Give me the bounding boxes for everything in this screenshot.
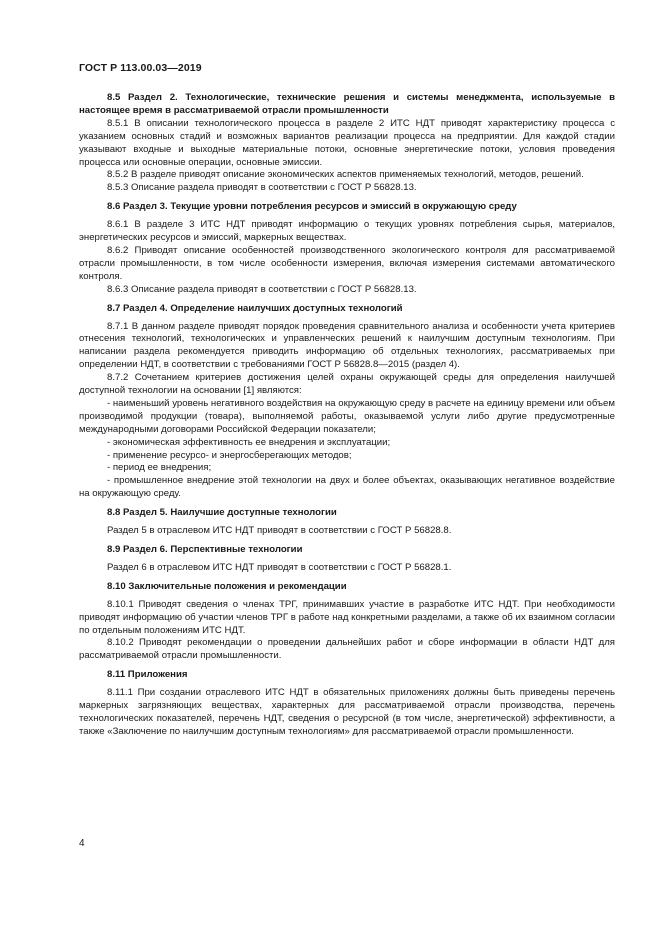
list-item: - наименьший уровень негативного воздействия на окружающую среду в расчете на единицу времени или объем производимой продукции (товара), выполняемой работы, оказываемой услуги либо другие предусмотренные международными договорами Российской Федерации показатели; [79, 397, 615, 435]
paragraph: 8.10.1 Приводят сведения о членах ТРГ, принимавших участие в разработке ИТС НДТ. При необходимости приводят информацию об участии членов ТРГ в работе над конкретными разделами, а также об их взаимном согласии по отдельным положениям ИТС НДТ. [79, 598, 615, 636]
section-heading: 8.6 Раздел 3. Текущие уровни потребления ресурсов и эмиссий в окружающую среду [107, 201, 517, 213]
section-heading: 8.5 Раздел 2. Технологические, технические решения и системы менеджмента, используемые в настоящее время в рассматриваемой отрасли промышленности [79, 92, 615, 116]
page-number: 4 [79, 838, 85, 849]
list-item: - промышленное внедрение этой технологии на двух и более объектах, оказывающих негативное воздействие на окружающую среду. [79, 475, 615, 500]
paragraph: 8.5.1 В описании технологического процесса в разделе 2 ИТС НДТ приводят характеристику процесса с указанием основных стадий и возможных вариантов реализации процесса на предприятии. Для каждой стадии указывают входные и выходные материальные потоки, основные энергетические потоки, условия проведения процесса или основные операции, основные эмиссии. [79, 117, 615, 168]
paragraph: 8.7.1 В данном разделе приводят порядок проведения сравнительного анализа и особенности учета критериев отнесения технологий, технологических и управленческих решений к наилучшим доступным технологиям. При написании раздела рекомендуется приводить информацию об отдельных технологиях, рассматриваемых при определении НДТ, в соответствии с требованиями ГОСТ Р 56828.8—2015 (раздел 4). [79, 320, 615, 371]
list-item: - применение ресурсо- и энергосберегающих методов; [107, 449, 352, 461]
section-heading: 8.9 Раздел 6. Перспективные технологии [107, 544, 303, 555]
list-item: - период ее внедрения; [107, 462, 212, 474]
paragraph: Раздел 6 в отраслевом ИТС НДТ приводят в соответствии с ГОСТ Р 56828.1. [107, 561, 452, 573]
paragraph: 8.6.3 Описание раздела приводят в соответствии с ГОСТ Р 56828.13. [107, 283, 417, 295]
section-heading: 8.8 Раздел 5. Наилучшие доступные технологии [107, 507, 337, 519]
paragraph: 8.7.2 Сочетанием критериев достижения целей охраны окружающей среды для определения наилучшей доступной технологии на основании [1] являются: [79, 372, 615, 397]
section-heading: 8.10 Заключительные положения и рекомендации [107, 580, 347, 592]
paragraph: 8.10.2 Приводят рекомендации о проведении дальнейших работ и сборе информации в области НДТ для рассматриваемой отрасли промышленности. [79, 637, 615, 662]
document-header: ГОСТ Р 113.00.03—2019 [79, 62, 202, 74]
document-body [79, 92, 615, 739]
list-item: - экономическая эффективность ее внедрения и эксплуатации; [107, 436, 391, 448]
paragraph: Раздел 5 в отраслевом ИТС НДТ приводят в соответствии с ГОСТ Р 56828.8. [107, 525, 452, 537]
section-heading: 8.7 Раздел 4. Определение наилучших доступных технологий [107, 302, 403, 314]
paragraph: 8.5.2 В разделе приводят описание экономических аспектов применяемых технологий, методов, решений. [107, 169, 584, 181]
section-heading: 8.11 Приложения [107, 669, 188, 681]
paragraph: 8.11.1 При создании отраслевого ИТС НДТ в обязательных приложениях должны быть приведены перечень маркерных загрязняющих веществах, характерных для рассматриваемой отрасли производства, перечень технологических показателей, перечень НДТ, сведения о ресурсной (в том числе, энергетической) эффективности, а также «Заключение по наилучшим доступным технологиям» для рассматриваемой отрасли промышленности. [79, 687, 615, 737]
paragraph: 8.6.1 В разделе 3 ИТС НДТ приводят информацию о текущих уровнях потребления сырья, материалов, энергетических ресурсов и эмиссий, маркерных веществах. [79, 219, 615, 244]
paragraph: 8.6.2 Приводят описание особенностей производственного экологического контроля для рассматриваемой отрасли промышленности, в том числе особенности измерения, включая измерения системами автоматического контроля. [79, 244, 615, 282]
paragraph: 8.5.3 Описание раздела приводят в соответствии с ГОСТ Р 56828.13. [107, 182, 417, 194]
